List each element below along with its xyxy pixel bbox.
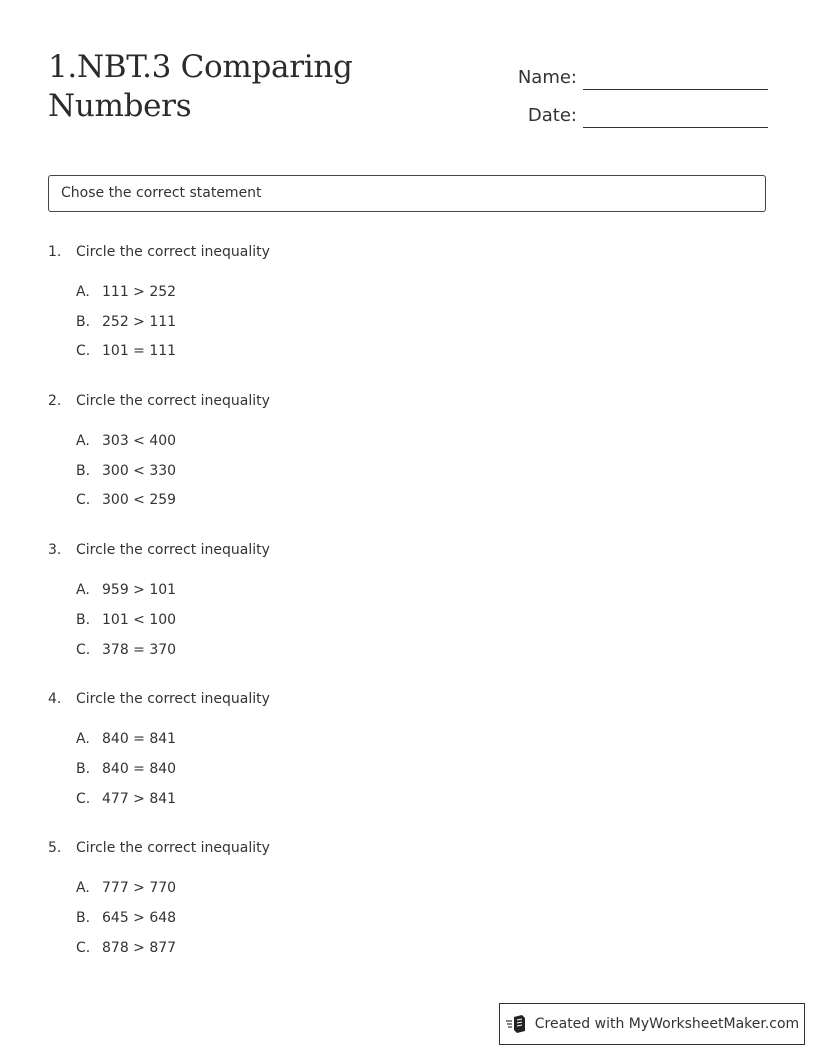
option-text: 303 < 400 — [102, 433, 177, 450]
question — [48, 391, 768, 520]
option-text: 645 > 648 — [102, 909, 177, 926]
option-letter: A. — [76, 880, 90, 897]
answer-option — [48, 789, 768, 819]
name-line — [583, 65, 768, 90]
option-letter: C. — [76, 343, 91, 360]
option-letter: A. — [76, 284, 90, 300]
answer-option — [48, 729, 768, 759]
instructions-box: Chose the correct statement — [48, 175, 766, 212]
option-text: 101 < 100 — [102, 611, 177, 628]
option-text: 378 = 370 — [102, 641, 177, 658]
question-prompt: Circle the correct inequality — [76, 393, 270, 410]
option-letter: B. — [76, 760, 91, 777]
answer-option — [48, 282, 768, 312]
question-prompt: Circle the correct inequality — [76, 840, 270, 857]
option-text: 840 = 841 — [102, 731, 177, 748]
answer-option — [48, 640, 768, 670]
answer-option — [48, 461, 768, 491]
option-letter: B. — [76, 909, 91, 926]
option-letter: C. — [76, 790, 91, 807]
student-fields — [518, 52, 768, 128]
option-letter: C. — [76, 939, 91, 956]
question-number: 5. — [48, 840, 62, 857]
option-letter: A. — [76, 582, 90, 599]
option-letter: B. — [76, 462, 91, 479]
name-label: Name: — [517, 67, 577, 88]
answer-option — [48, 878, 768, 908]
answer-option — [48, 908, 768, 938]
question — [48, 689, 768, 818]
option-text: 777 > 770 — [102, 880, 177, 897]
question-number: 2. — [48, 393, 62, 410]
name-field-row — [518, 52, 768, 90]
page-title: 1.NBT.3 Comparing Numbers — [48, 49, 353, 124]
option-text: 300 < 259 — [102, 492, 177, 509]
option-letter: A. — [76, 731, 90, 748]
question — [48, 540, 768, 669]
answer-option — [48, 341, 768, 371]
question-prompt: Circle the correct inequality — [76, 691, 270, 708]
answer-option — [48, 938, 768, 968]
answer-option — [48, 610, 768, 640]
question-number: 1. — [48, 244, 62, 260]
answer-option — [48, 312, 768, 342]
option-text: 300 < 330 — [102, 462, 177, 479]
date-field-row — [518, 90, 768, 128]
answer-option — [48, 580, 768, 610]
option-text: 840 = 840 — [102, 760, 177, 777]
worksheet-logo-icon — [505, 1014, 529, 1034]
question — [48, 838, 768, 967]
question-prompt: Circle the correct inequality — [76, 542, 270, 559]
option-letter: B. — [76, 313, 91, 330]
question-number: 3. — [48, 542, 62, 559]
answer-option — [48, 490, 768, 520]
option-text: 101 = 111 — [102, 343, 177, 360]
option-text: 878 > 877 — [102, 939, 177, 956]
footer-text: Created with MyWorksheetMaker.com — [534, 1016, 800, 1032]
option-text: 252 > 111 — [102, 313, 177, 330]
option-text: 477 > 841 — [102, 790, 177, 807]
question — [48, 242, 768, 371]
date-label: Date: — [527, 105, 577, 126]
option-letter: A. — [76, 433, 90, 450]
answer-option — [48, 759, 768, 789]
option-text: 111 > 252 — [102, 284, 177, 300]
question-number: 4. — [48, 691, 62, 708]
footer-credit[interactable] — [499, 1003, 805, 1045]
date-line — [583, 103, 768, 128]
question-prompt: Circle the correct inequality — [76, 244, 270, 260]
option-letter: C. — [76, 641, 91, 658]
question-list — [48, 242, 768, 987]
option-letter: B. — [76, 611, 91, 628]
answer-option — [48, 431, 768, 461]
option-text: 959 > 101 — [102, 582, 177, 599]
option-letter: C. — [76, 492, 91, 509]
